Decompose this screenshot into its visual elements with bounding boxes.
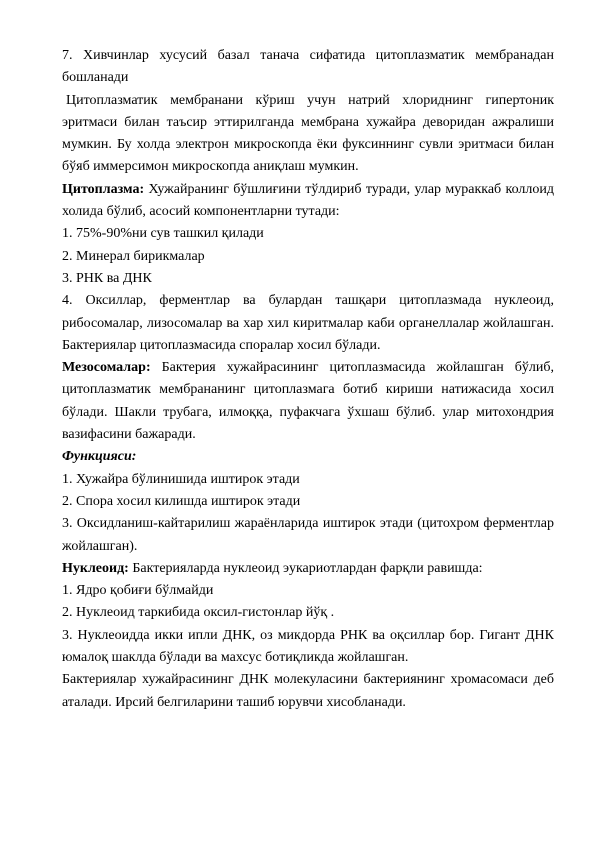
list-item: 1. 75%-90%ни сув ташкил қилади: [62, 226, 264, 242]
mesosomes-text: Бактерия хужайрасининг цитоплазмасида жойлашган бўлиб, цитоплазматик мембрананинг цитоплазмага ботиб кириши натижасида хосил бўлади. Шакли трубага, илмоққа, пуфакчага ўхшаш бўлиб. улар митохондрия вазифасини бажаради.: [62, 360, 554, 443]
list-item: 2. Нуклеоид таркибида оксил-гистонлар йўқ .: [62, 605, 335, 621]
list-item: 4. Оксиллар, ферментлар ва булардан ташқари цитоплазмада нуклеоид, рибосомалар, лизосомалар ва хар хил киритмалар каби органеллалар жойлашган. Бактериялар цитоплазмасида споралар хосил бўлади.: [62, 293, 554, 353]
list-item: 1. Ядро қобиғи бўлмайди: [62, 583, 214, 599]
paragraph-mesosomes: [62, 357, 554, 446]
paragraph-cytoplasm: [62, 179, 554, 224]
paragraph-flagella: 7. Хивчинлар хусусий базал танача сифатида цитоплазматик мембранадан бошланади: [62, 48, 554, 86]
cytoplasm-text: Хужайранинг бўшлиғини тўлдириб туради, улар мураккаб коллоид холида бўлиб, асосий компонентларни тутади:: [62, 181, 554, 220]
list-item: 3. Нуклеоидда икки ипли ДНК, оз микдорда РНК ва оқсиллар бор. Гигант ДНК юмалоқ шаклда бўлади ва махсус ботиқликда жойлашган.: [62, 627, 554, 666]
term-nucleoid: Нуклеоид:: [62, 560, 129, 576]
list-item: 2. Минерал бирикмалар: [62, 248, 205, 264]
term-cytoplasm: Цитоплазма:: [62, 181, 145, 197]
list-item: 1. Хужайра бўлинишида иштирок этади: [62, 471, 300, 487]
heading-function: Функцияси:: [62, 449, 137, 465]
term-mesosomes: Мезосомалар:: [62, 360, 151, 376]
list-item: 2. Спора хосил килишда иштирок этади: [62, 493, 301, 509]
list-item: 3. РНК ва ДНК: [62, 270, 152, 286]
paragraph-chromosome: Бактериялар хужайрасининг ДНК молекуласини бактериянинг хромасомаси деб аталади. Ирсий белгиларини ташиб юрувчи хисобланади.: [62, 672, 554, 710]
paragraph-nucleoid: [62, 558, 554, 580]
list-item: 3. Оксидланиш-кайтарилиш жараёнларида иштирок этади (цитохром ферментлар жойлашган).: [62, 516, 554, 554]
nucleoid-text: Бактерияларда нуклеоид эукариотлардан фарқли равишда:: [128, 560, 483, 576]
paragraph-membrane: Цитоплазматик мембранани кўриш учун натрий хлориднинг гипертоник эритмаси билан таъсир эттирилганда мембрана хужайра деворидан ажралиши мумкин. Бу холда электрон микроскопда ёки фуксиннинг сувли эритмаси билан бўяб иммерсимон микроскопда аниқлаш мумкин.: [62, 92, 554, 175]
